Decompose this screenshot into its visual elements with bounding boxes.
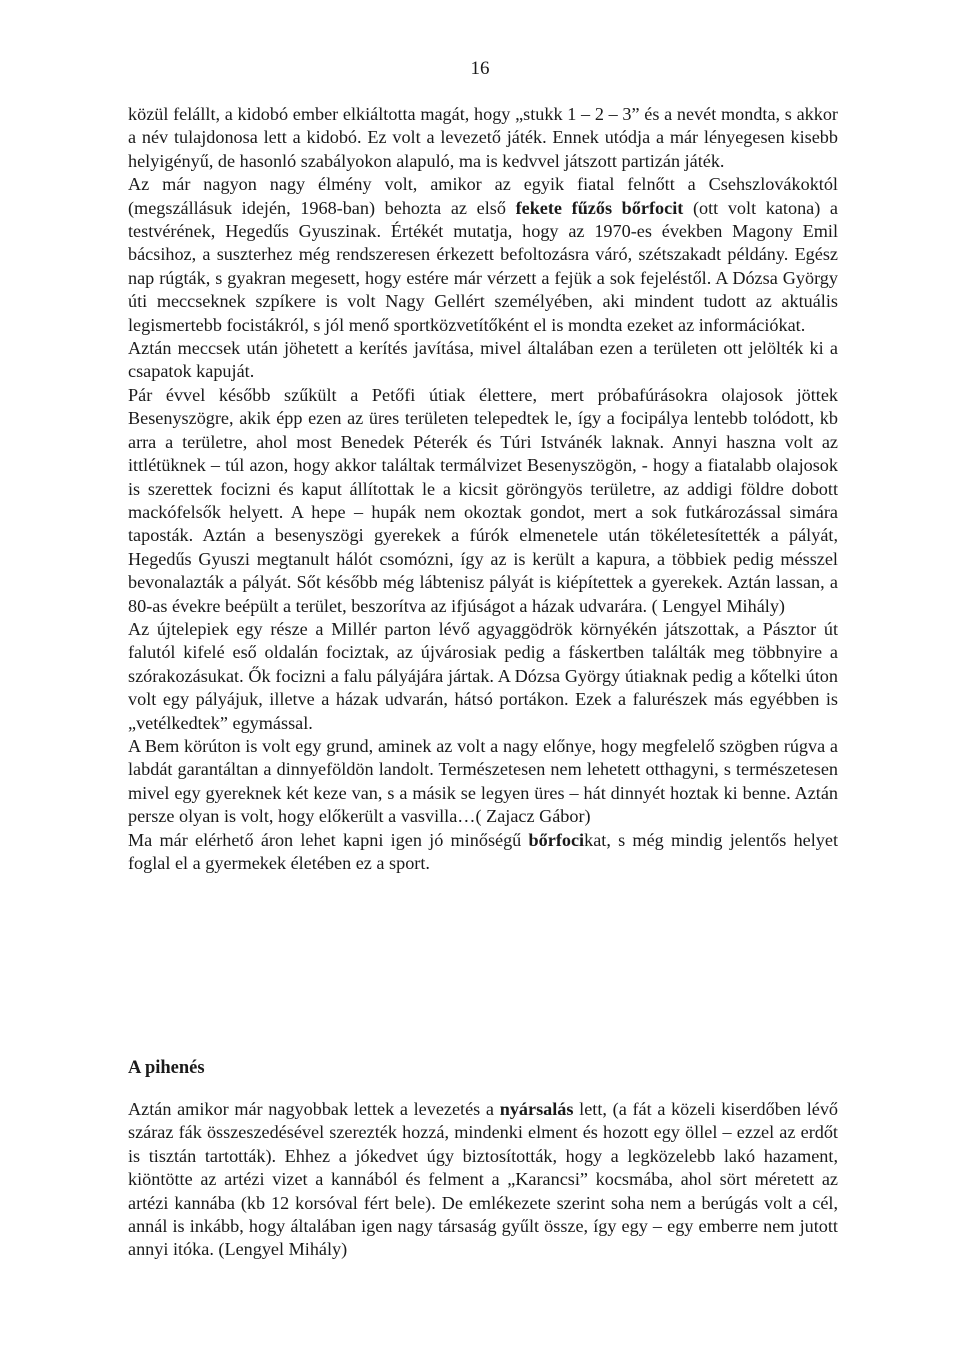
- page-number: 16: [470, 58, 490, 79]
- section-paragraph: Aztán amikor már nagyobbak lettek a levezetés a nyársalás lett, (a fát a közeli kiserdőben lévő száraz fák összeszedésével szerezték hozzá, mindenki elment és hozott egy öllel – ezzel az erdőt is tisztán tartották). Ehhez a jókedvet úgy biztosították, hogy a legközelebb lakó hazament, kiöntötte az artézi vizet a kannából és felment a „Karancsi” kocsmába, ahol sört méretett az artézi kannába (kb 12 korsóval fért bele). De emlékezete szerint soha nem a berúgás volt a cél, annál is inkább, hogy általában igen nagy társaság gyűlt össze, így egy – egy emberre nem jutott annyi itóka. (Lengyel Mihály): [128, 1099, 839, 1260]
- body-paragraph: A Bem körúton is volt egy grund, aminek az volt a nagy előnye, hogy megfelelő szögben rúgva a labdát garantáltan a dinnyeföldön landolt. Természetesen nem lehetett otthagyni, s természetesen mivel egy gyereknek két keze van, s a másik se legyen üres – hát dinnyét hoztak ki benne. Aztán persze olyan is volt, hogy előkerült a vasvilla…( Zajacz Gábor): [128, 735, 838, 827]
- body-paragraph: közül felállt, a kidobó ember elkiáltotta magát, hogy „stukk 1 – 2 – 3” és a nevét mondta, s akkor a név tulajdonosa lett a kidobó. Ez volt a levezető játék. Ennek utódja a már lényegesen kisebb helyigényű, de hasonló szabályokon alapuló, ma is kedvvel játszott partizán játék.: [128, 104, 838, 171]
- section-heading: A pihenés: [128, 1058, 205, 1078]
- body-paragraph: Az újtelepiek egy része a Millér parton lévő agyaggödrök környékén játszottak, a Pásztor út falutól kifelé eső oldalán fociztak, az újvárosiak pedig a fáskertben találták meg többnyire a szórakozásukat. Ők focizni a falu pályájára jártak. A Dózsa György útiaknak pedig a kőtelki úton volt egy pályájuk, illetve a házak udvarán, hátsó portákon. Ezek a falurészek más egyébben is „vetélkedtek” egymással.: [128, 618, 838, 733]
- body-paragraph: Aztán meccsek után jöhetett a kerítés javítása, mivel általában ezen a területen ott jelölték ki a csapatok kapuját.: [128, 338, 838, 382]
- body-paragraph: Pár évvel később szűkült a Petőfi útiak élettere, mert próbafúrásokra olajosok jöttek Besenyszögre, akik épp ezen az üres területen telepedtek le, így a focipálya lentebb tolódott, kb arra a területre, ahol most Benedek Péterék és Túri Istvánék laknak. Annyi haszna volt az ittlétüknek – túl azon, hogy akkor találtak termálvizet Besenyszögön, - hogy a fiatalabb olajosok is szerettek focizni és kaput állítottak le a kicsit göröngyös területre, az addigi földre dobott mackófelsők helyett. A hepe – hupák nem okoztak gondot, mert a sok futkározással simára taposták. Aztán a besenyszögi gyerekek a fúrók elmenetele után tökéletesítették a pályát, Hegedűs Gyuszi megtanult hálót csomózni, így az is került a kapura, a többiek pedig mésszel bevonalazták a pályát. Sőt később még lábtenisz pályát is kiépítettek a gyerekek. Aztán lassan, a 80-as évekre beépült a terület, beszorítva az ifjúságot a házak udvarára. ( Lengyel Mihály): [128, 384, 838, 616]
- body-text: [128, 103, 838, 875]
- body-paragraph: Ma már elérhető áron lehet kapni igen jó minőségű bőrfocikat, s még mindig jelentős helyet foglal el a gyermekek életében ez a sport.: [128, 829, 839, 873]
- section-body-text: [128, 1098, 838, 1262]
- body-paragraph: Az már nagyon nagy élmény volt, amikor az egyik fiatal felnőtt a Csehszlovákoktól (megszállásuk idején, 1968-ban) behozta az első fekete fűzős bőrfocit (ott volt katona) a testvérének, Hegedűs Gyuszinak. Értékét mutatja, hogy az 1970-es években Magony Emil bácsihoz, a suszterhez még rendszeresen érkezett befoltozásra váró, szétszakadt példány. Egész nap rúgták, s gyakran megesett, hogy estére már vérzett a fejük a sok fejeléstől. A Dózsa György úti meccseknek szpíkere is volt Nagy Gellért személyében, aki mindent tudott az aktuális legismertebb focistákról, s jól menő sportközvetítőként el is mondta ezeket az információkat.: [128, 174, 838, 335]
